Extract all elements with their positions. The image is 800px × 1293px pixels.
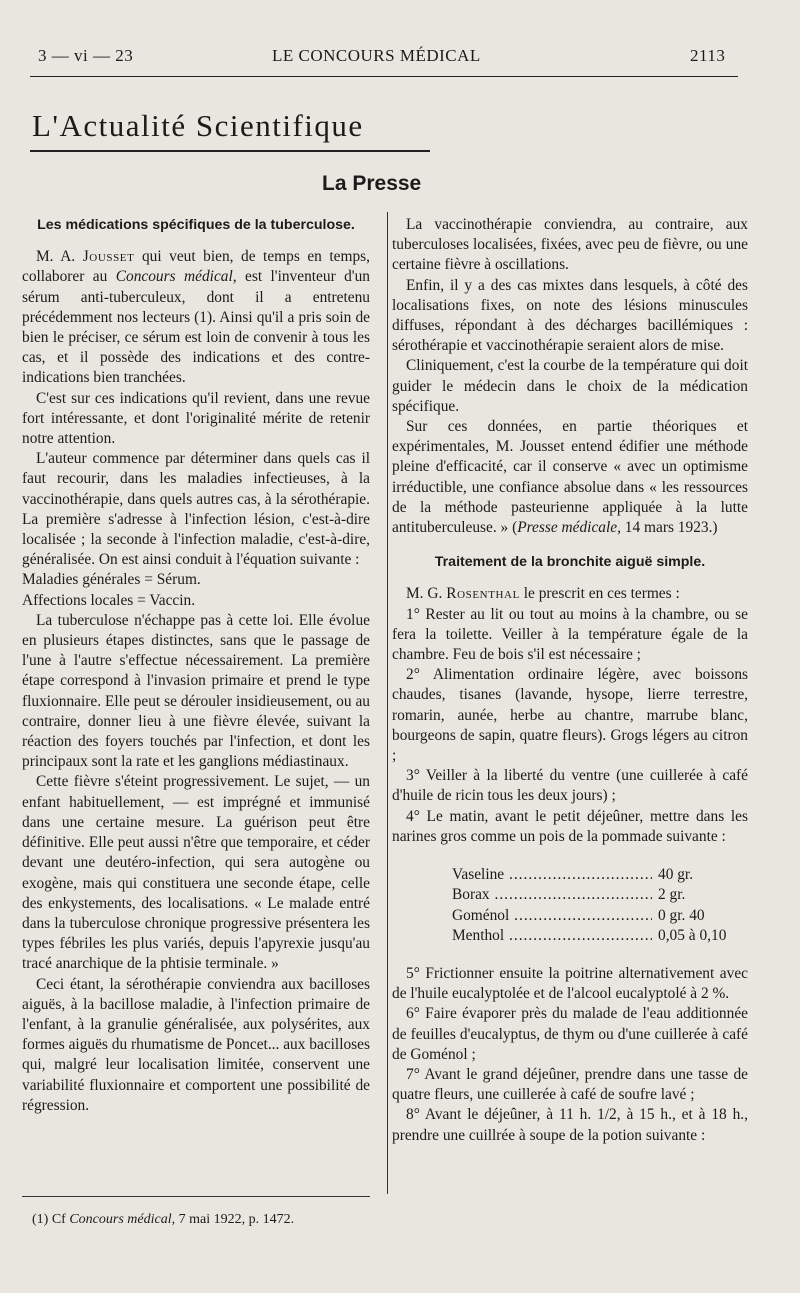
text: (1) Cf <box>32 1212 66 1227</box>
ingredient-quantity: 0,05 à 0,10 <box>658 926 727 944</box>
paragraph: Enfin, il y a des cas mixtes dans lesquels, à côté des localisations fixes, on note des lésions minuscules diffuses, répondant à des décharges bacillémiques : sérothérapie et vaccinothérapie seraient alors de mise. <box>392 276 748 355</box>
column-divider <box>387 212 388 1194</box>
paragraph: Cliniquement, c'est la courbe de la température qui doit guider le médecin dans le choix de la médication spécifique. <box>392 357 748 415</box>
recipe-row <box>452 865 748 885</box>
paragraph: La tuberculose n'échappe pas à cette loi. Elle évolue en plusieurs étapes distinctes, sans que le passage de l'une à l'autre s'effectue nécessairement. La première étape correspond à l'invasion primaire et prend le type fluxionnaire. Elle peut se dérouler insidieusement, ou au contraire, donner lieu à une fièvre élevée, suivant la réaction des foyers touchés par l'infection, et dont les principaux sont la rate et les ganglions médiastinaux. <box>22 611 370 771</box>
equation-line: Maladies générales = Sérum. <box>22 571 201 589</box>
prescription-item: 3° Veiller à la liberté du ventre (une cuillerée à café d'huile de ricin tous les deux jours) ; <box>392 767 748 805</box>
paragraph: L'auteur commence par déterminer dans quels cas il faut recourir, dans les maladies infectieuses, à la vaccinothérapie, dans quels autres cas, à la sérothérapie. La première s'adresse à l'infection lésion, c'est-à-dire localisée ; la seconde à l'infection maladie, c'est-à-dire, généralisée. On est ainsi conduit à l'équation suivante : <box>22 450 370 569</box>
equation-line: Affections locales = Vaccin. <box>22 591 196 609</box>
prescription-item: 1° Rester au lit ou tout au moins à la chambre, ou se fera la toilette. Veiller à la température égale de la chambre. Feu de bois s'il est nécessaire ; <box>392 605 748 664</box>
right-column <box>392 215 748 1146</box>
rubric-underline <box>30 150 430 152</box>
journal-name: Presse médicale, <box>517 519 621 537</box>
paragraph <box>392 417 748 538</box>
author-name: Rosenthal <box>446 585 520 603</box>
ingredient-quantity: 0 gr. 40 <box>658 906 705 924</box>
prescription-item: 7° Avant le grand déjeûner, prendre dans une tasse de quatre fleurs, une cuillerée à café de soufre lavé ; <box>392 1065 748 1104</box>
footnote <box>32 1212 294 1228</box>
journal-title: LE CONCOURS MÉDICAL <box>272 46 481 65</box>
page-date: 3 — vi — 23 <box>38 46 134 65</box>
journal-name: Concours médical, <box>115 268 237 286</box>
left-column <box>22 215 370 1116</box>
paragraph: Ceci étant, la sérothérapie conviendra aux bacilloses aiguës, à la bacillose maladie, à l'infection primaire de l'enfant, à la granulie généralisée, aux polysérites, aux formes aiguës du rhumatisme de Poncet... aux bacilloses qui, malgré leur localisation limitée, conservent une variabilité fluxionnaire et comportent une possibilité de régression. <box>22 975 370 1114</box>
text: 7 mai 1922, p. 1472. <box>178 1212 295 1227</box>
text: qui veut bien, de temps en temps, collaborer au <box>22 248 370 286</box>
ingredient-name: Vaseline ..... <box>452 865 652 885</box>
section-title: La Presse <box>322 172 422 195</box>
text: Sur ces données, en partie théoriques et expérimentales, M. Jousset entend édifier une méthode pleine d'efficacité, car il conserve « avec un optimisme irréductible, une confiance absolue dans « les ressources de la méthode pasteurienne appliquée à la lutte antituberculeuse. » ( <box>392 418 748 537</box>
rubric-title: L'Actualité Scientifique <box>32 108 364 143</box>
footnote-rule <box>22 1196 370 1197</box>
text: M. A. <box>36 248 76 266</box>
paragraph <box>392 584 748 604</box>
page-number: 2113 <box>690 46 726 65</box>
ingredient-name: Goménol ..... <box>452 906 652 926</box>
ingredient-name: Borax ..... <box>452 885 652 905</box>
prescription-item: 4° Le matin, avant le petit déjeûner, mettre dans les narines gros comme un pois de la pommade suivante : <box>392 807 748 845</box>
paragraph <box>22 247 370 388</box>
ingredient-quantity: 2 gr. <box>658 886 686 904</box>
ingredient-name: Menthol ..... <box>452 926 652 946</box>
paragraph: Cette fièvre s'éteint progressivement. Le sujet, — un enfant habituellement, — est imprégné et immunisé dans une certaine mesure. La guérison peut être définitive. Elle peut aussi n'être que temporaire, et céder devant une deutéro-infection, qui sera autogène ou exogène, mais qui constituera une seconde étape, celle des enkystements, des localisations. « Le malade entré dans la tuberculose chronique progressive présentera les types fébriles les plus variés, depuis l'apyrexie jusqu'au tracé anarchique de la phtisie terminale. » <box>22 773 370 973</box>
article-subtitle: Traitement de la bronchite aiguë simple. <box>434 554 706 571</box>
paragraph: C'est sur ces indications qu'il revient, dans une revue fort intéressante, et dont l'originalité mérite de retenir notre attention. <box>22 389 370 448</box>
recipe-row <box>452 926 748 946</box>
paragraph: La vaccinothérapie conviendra, au contraire, aux tuberculoses localisées, fixées, avec peu de fièvre, ou une certaine fièvre à oscillations. <box>392 216 748 274</box>
text: le prescrit en ces termes : <box>523 585 680 603</box>
text: M. G. <box>406 585 443 603</box>
prescription-item: 2° Alimentation ordinaire légère, avec boissons chaudes, tisanes (lavande, hysope, lierre terrestre, romarin, aunée, herbe au chantre, marrube blanc, bourgeons de sapin, quatre fleurs). Grogs légers au citron ; <box>392 666 748 765</box>
text: 14 mars 1923.) <box>624 519 718 537</box>
author-name: Jousset <box>82 248 135 266</box>
prescription-item: 5° Frictionner ensuite la poitrine alternativement avec de l'huile eucalyptolée et de l'alcool eucalyptolé à 2 %. <box>392 964 748 1003</box>
text: est l'inventeur d'un sérum anti-tuberculeux, dont il a entretenu précédemment nos lecteurs (1). Ainsi qu'il a pris soin de bien le préciser, ce sérum est loin de convenir à tous les cas, et il possède des indications et des contre-indications bien tranchées. <box>22 268 370 387</box>
prescription-item: 6° Faire évaporer près du malade de l'eau additionnée de feuilles d'eucalyptus, de thym ou d'une cuillerée à café de Goménol ; <box>392 1005 748 1063</box>
recipe-list <box>452 865 748 946</box>
recipe-row <box>452 885 748 905</box>
recipe-row <box>452 906 748 926</box>
ingredient-quantity: 40 gr. <box>658 866 694 884</box>
prescription-item: 8° Avant le déjeûner, à 11 h. 1/2, à 15 h., et à 18 h., prendre une cuillrée à soupe de la potion suivante : <box>392 1106 748 1144</box>
header-rule <box>30 76 738 77</box>
journal-name: Concours médical, <box>69 1212 176 1227</box>
article-subtitle: Les médications spécifiques de la tuberculose. <box>37 217 355 233</box>
